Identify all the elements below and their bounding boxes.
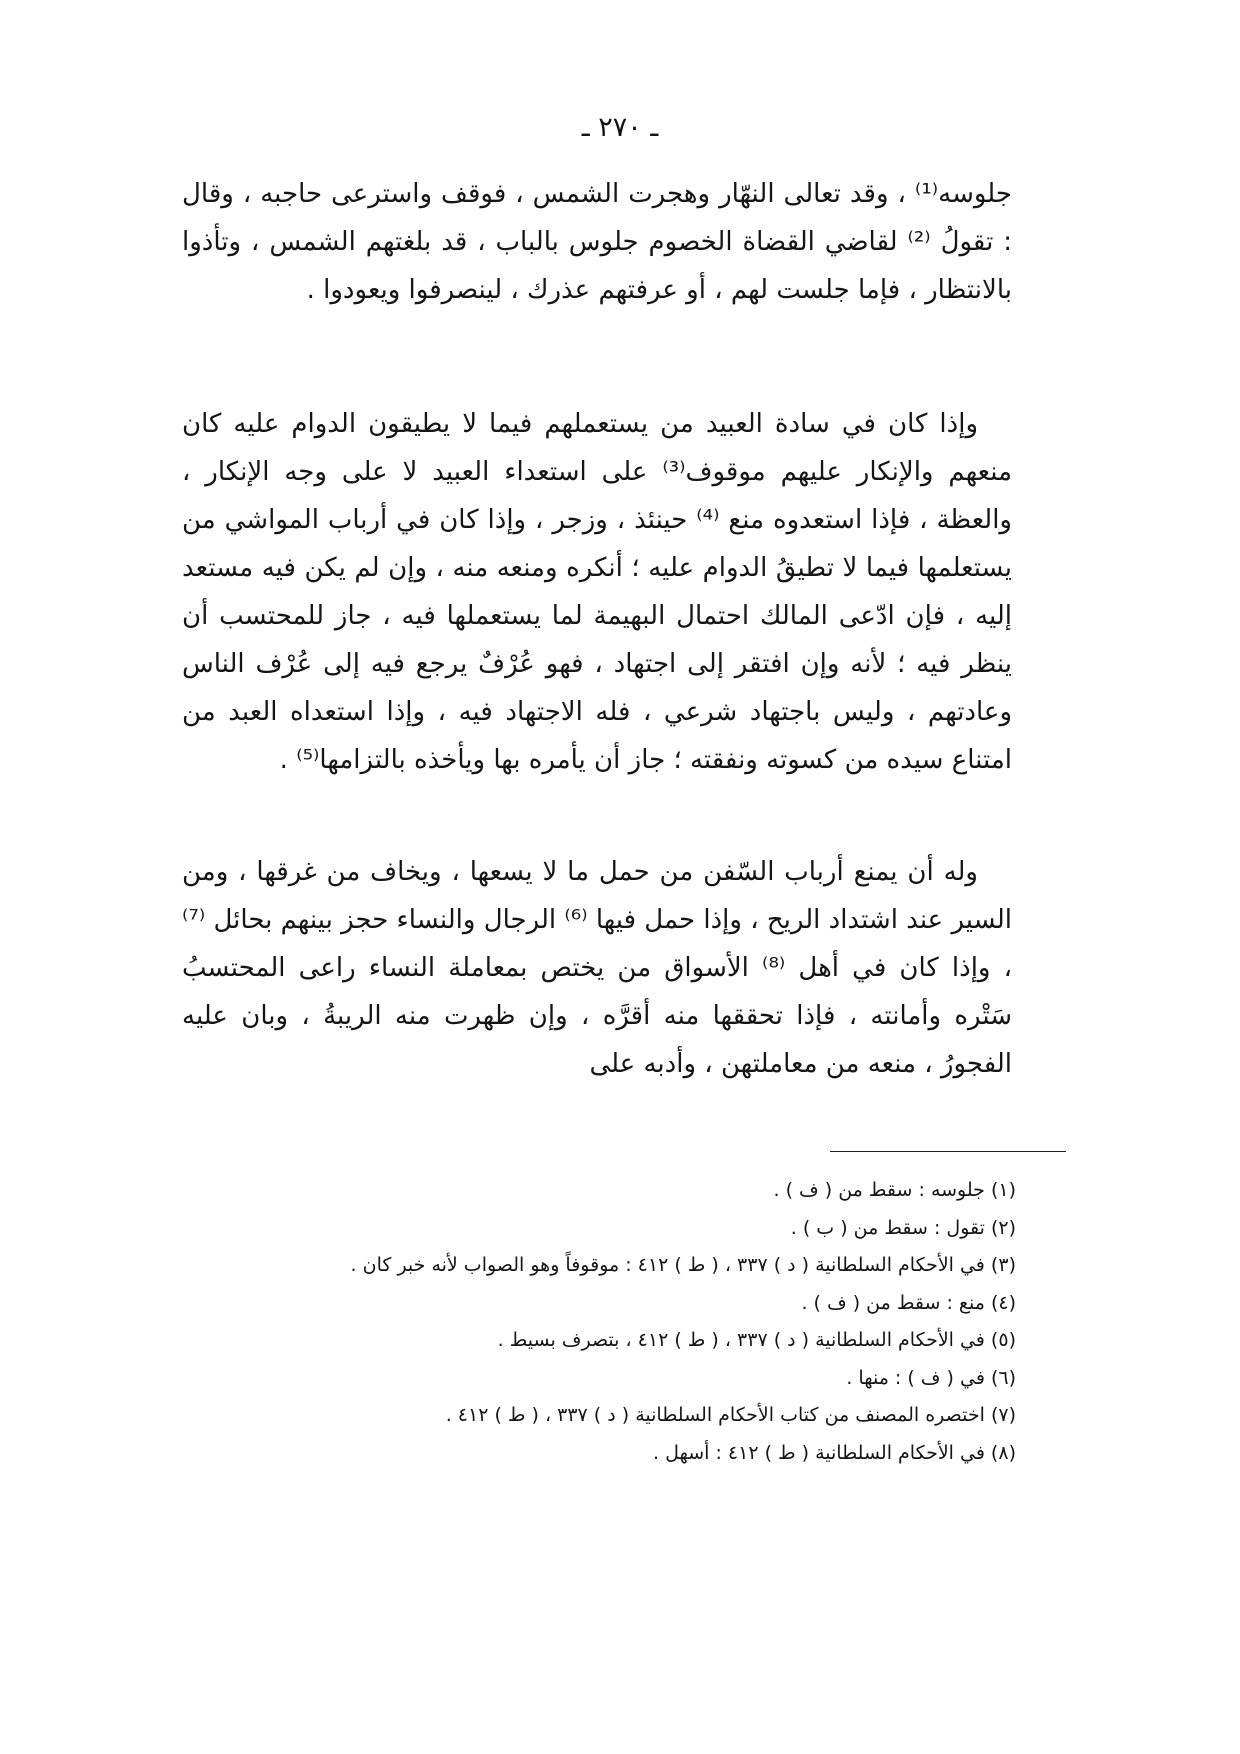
paragraph-1 <box>182 170 1012 314</box>
page-number: ـ ٢٧٠ ـ <box>581 112 659 143</box>
paragraph-text: جلوسه⁽¹⁾ ، وقد تعالى النهّار وهجرت الشمس ، فوقف واسترعى حاجبه ، وقال : تقولُ ⁽²⁾ لقاضي القضاة الخصوم جلوس بالباب ، قد بلغتهم الشمس ، وتأذوا بالانتظار ، فإما جلست لهم ، أو عرفتهم عذرك ، لينصرفوا ويعودوا . <box>182 179 1013 305</box>
footnote: (٢) تقول : سقط من ( ب ) . <box>790 1216 1016 1239</box>
footnote: (٥) في الأحكام السلطانية ( د ) ٣٣٧ ، ( ط ) ٤١٢ ، بتصرف بسيط . <box>497 1329 1016 1351</box>
footnote: (٤) منع : سقط من ( ف ) . <box>801 1291 1016 1314</box>
footnote: (٨) في الأحكام السلطانية ( ط ) ٤١٢ : أسهل . <box>653 1441 1016 1464</box>
footnote: (٦) في ( ف ) : منها . <box>846 1366 1016 1389</box>
paragraph-3 <box>182 848 1012 1088</box>
paragraph-text: وإذا كان في سادة العبيد من يستعملهم فيما لا يطيقون الدوام عليه كان منعهم والإنكار عليهم موقوف⁽³⁾ على استعداء العبيد لا على وجه الإنكار ، والعظة ، فإذا استعدوه منع ⁽⁴⁾ حينئذ ، وزجر ، وإذا كان في أرباب المواشي من يستعلمها فيما لا تطيقُ الدوام عليه ؛ أنكره ومنعه منه ، وإن لم يكن فيه مستعد إليه ، فإن ادّعى المالك احتمال البهيمة لما يستعملها فيه ، جاز للمحتسب أن ينظر فيه ؛ لأنه وإن افتقر إلى اجتهاد ، فهو عُرْفٌ يرجع فيه إلى عُرْف الناس وعادتهم ، وليس باجتهاد شرعي ، فله الاجتهاد فيه ، وإذا استعداه العبد من امتناع سيده من كسوته ونفقته ؛ جاز أن يأمره بها ويأخذه بالتزامها⁽⁵⁾ . <box>182 409 1012 775</box>
paragraph-2 <box>182 400 1012 784</box>
paragraph-text: وله أن يمنع أرباب السّفن من حمل ما لا يسعها ، ويخاف من غرقها ، ومن السير عند اشتداد الريح ، وإذا حمل فيها ⁽⁶⁾ الرجال والنساء حجز بينهم بحائل ⁽⁷⁾ ، وإذا كان في أهل ⁽⁸⁾ الأسواق من يختص بمعاملة النساء راعى المحتسبُ سَتْره وأمانته ، فإذا تحققها منه أقرَّه ، وإن ظهرت منه الريبةُ ، وبان عليه الفجورُ ، منعه من معاملتهن ، وأدبه على <box>182 857 1012 1079</box>
footnote: (٧) اختصره المصنف من كتاب الأحكام السلطانية ( د ) ٣٣٧ ، ( ط ) ٤١٢ . <box>445 1404 1016 1426</box>
footnote-separator <box>830 1151 1066 1152</box>
footnote: (٣) في الأحكام السلطانية ( د ) ٣٣٧ ، ( ط ) ٤١٢ : موقوفاً وهو الصواب لأنه خبر كان . <box>350 1254 1016 1276</box>
footnote: (١) جلوسه : سقط من ( ف ) . <box>773 1179 1016 1201</box>
footnotes <box>186 1172 1016 1472</box>
